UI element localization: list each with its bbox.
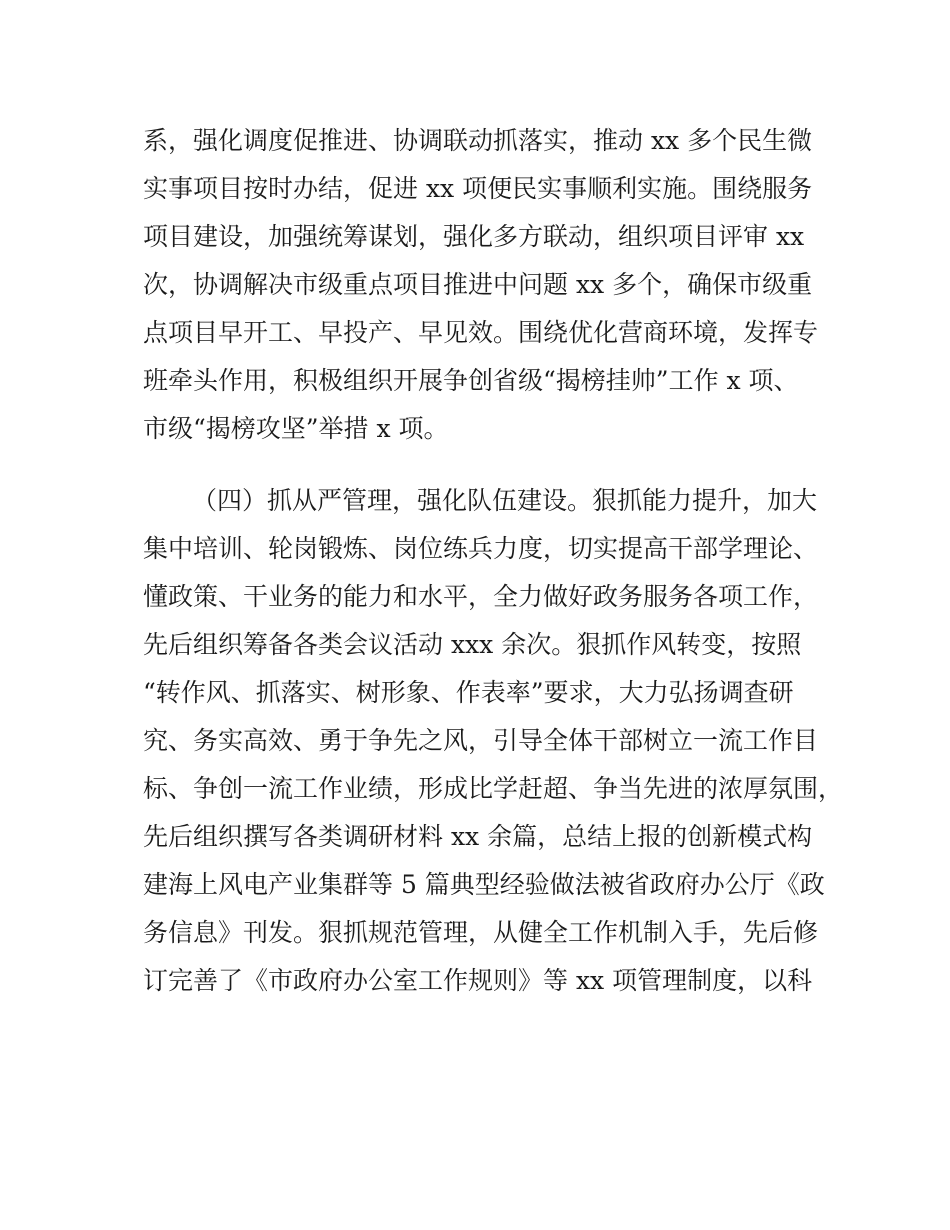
text-line: 项目建设，加强统筹谋划，强化多方联动，组织项目评审 xx	[143, 222, 805, 251]
text-line: 集中培训、轮岗锻炼、岗位练兵力度，切实提高干部学理论、	[143, 534, 819, 563]
text-line: 究、务实高效、勇于争先之风，引导全体干部树立一流工作目	[143, 726, 819, 755]
text-line: 先后组织撰写各类调研材料 xx 余篇，总结上报的创新模式构	[143, 822, 813, 851]
text-line: 标、争创一流工作业绩，形成比学赶超、争当先进的浓厚氛围，	[143, 774, 844, 803]
text-line: 市级“揭榜攻坚”举措 x 项。	[143, 414, 449, 443]
text-line: 懂政策、干业务的能力和水平，全力做好政务服务各项工作，	[143, 582, 819, 611]
text-line: 点项目早开工、早投产、早见效。围绕优化营商环境，发挥专	[143, 318, 819, 347]
text-line: 务信息》刊发。狠抓规范管理，从健全工作机制入手，先后修	[143, 918, 819, 947]
text-line: 建海上风电产业集群等 5 篇典型经验做法被省政府办公厅《政	[143, 870, 825, 899]
text-line: 班牵头作用，积极组织开展争创省级“揭榜挂帅”工作 x 项、	[143, 366, 799, 395]
text-line: 次，协调解决市级重点项目推进中问题 xx 多个，确保市级重	[143, 270, 813, 299]
section-heading-line: （四）抓从严管理，强化队伍建设。狠抓能力提升，加大	[192, 486, 818, 515]
text-line: 订完善了《市政府办公室工作规则》等 xx 项管理制度，以科	[143, 966, 813, 995]
text-line: 先后组织筹备各类会议活动 xxx 余次。狠抓作风转变，按照	[143, 630, 802, 659]
text-line: 实事项目按时办结，促进 xx 项便民实事顺利实施。围绕服务	[143, 174, 813, 203]
text-line: “转作风、抓落实、树形象、作表率”要求，大力弘扬调查研	[143, 678, 794, 707]
text-line: 系，强化调度促推进、协调联动抓落实，推动 xx 多个民生微	[143, 126, 813, 155]
